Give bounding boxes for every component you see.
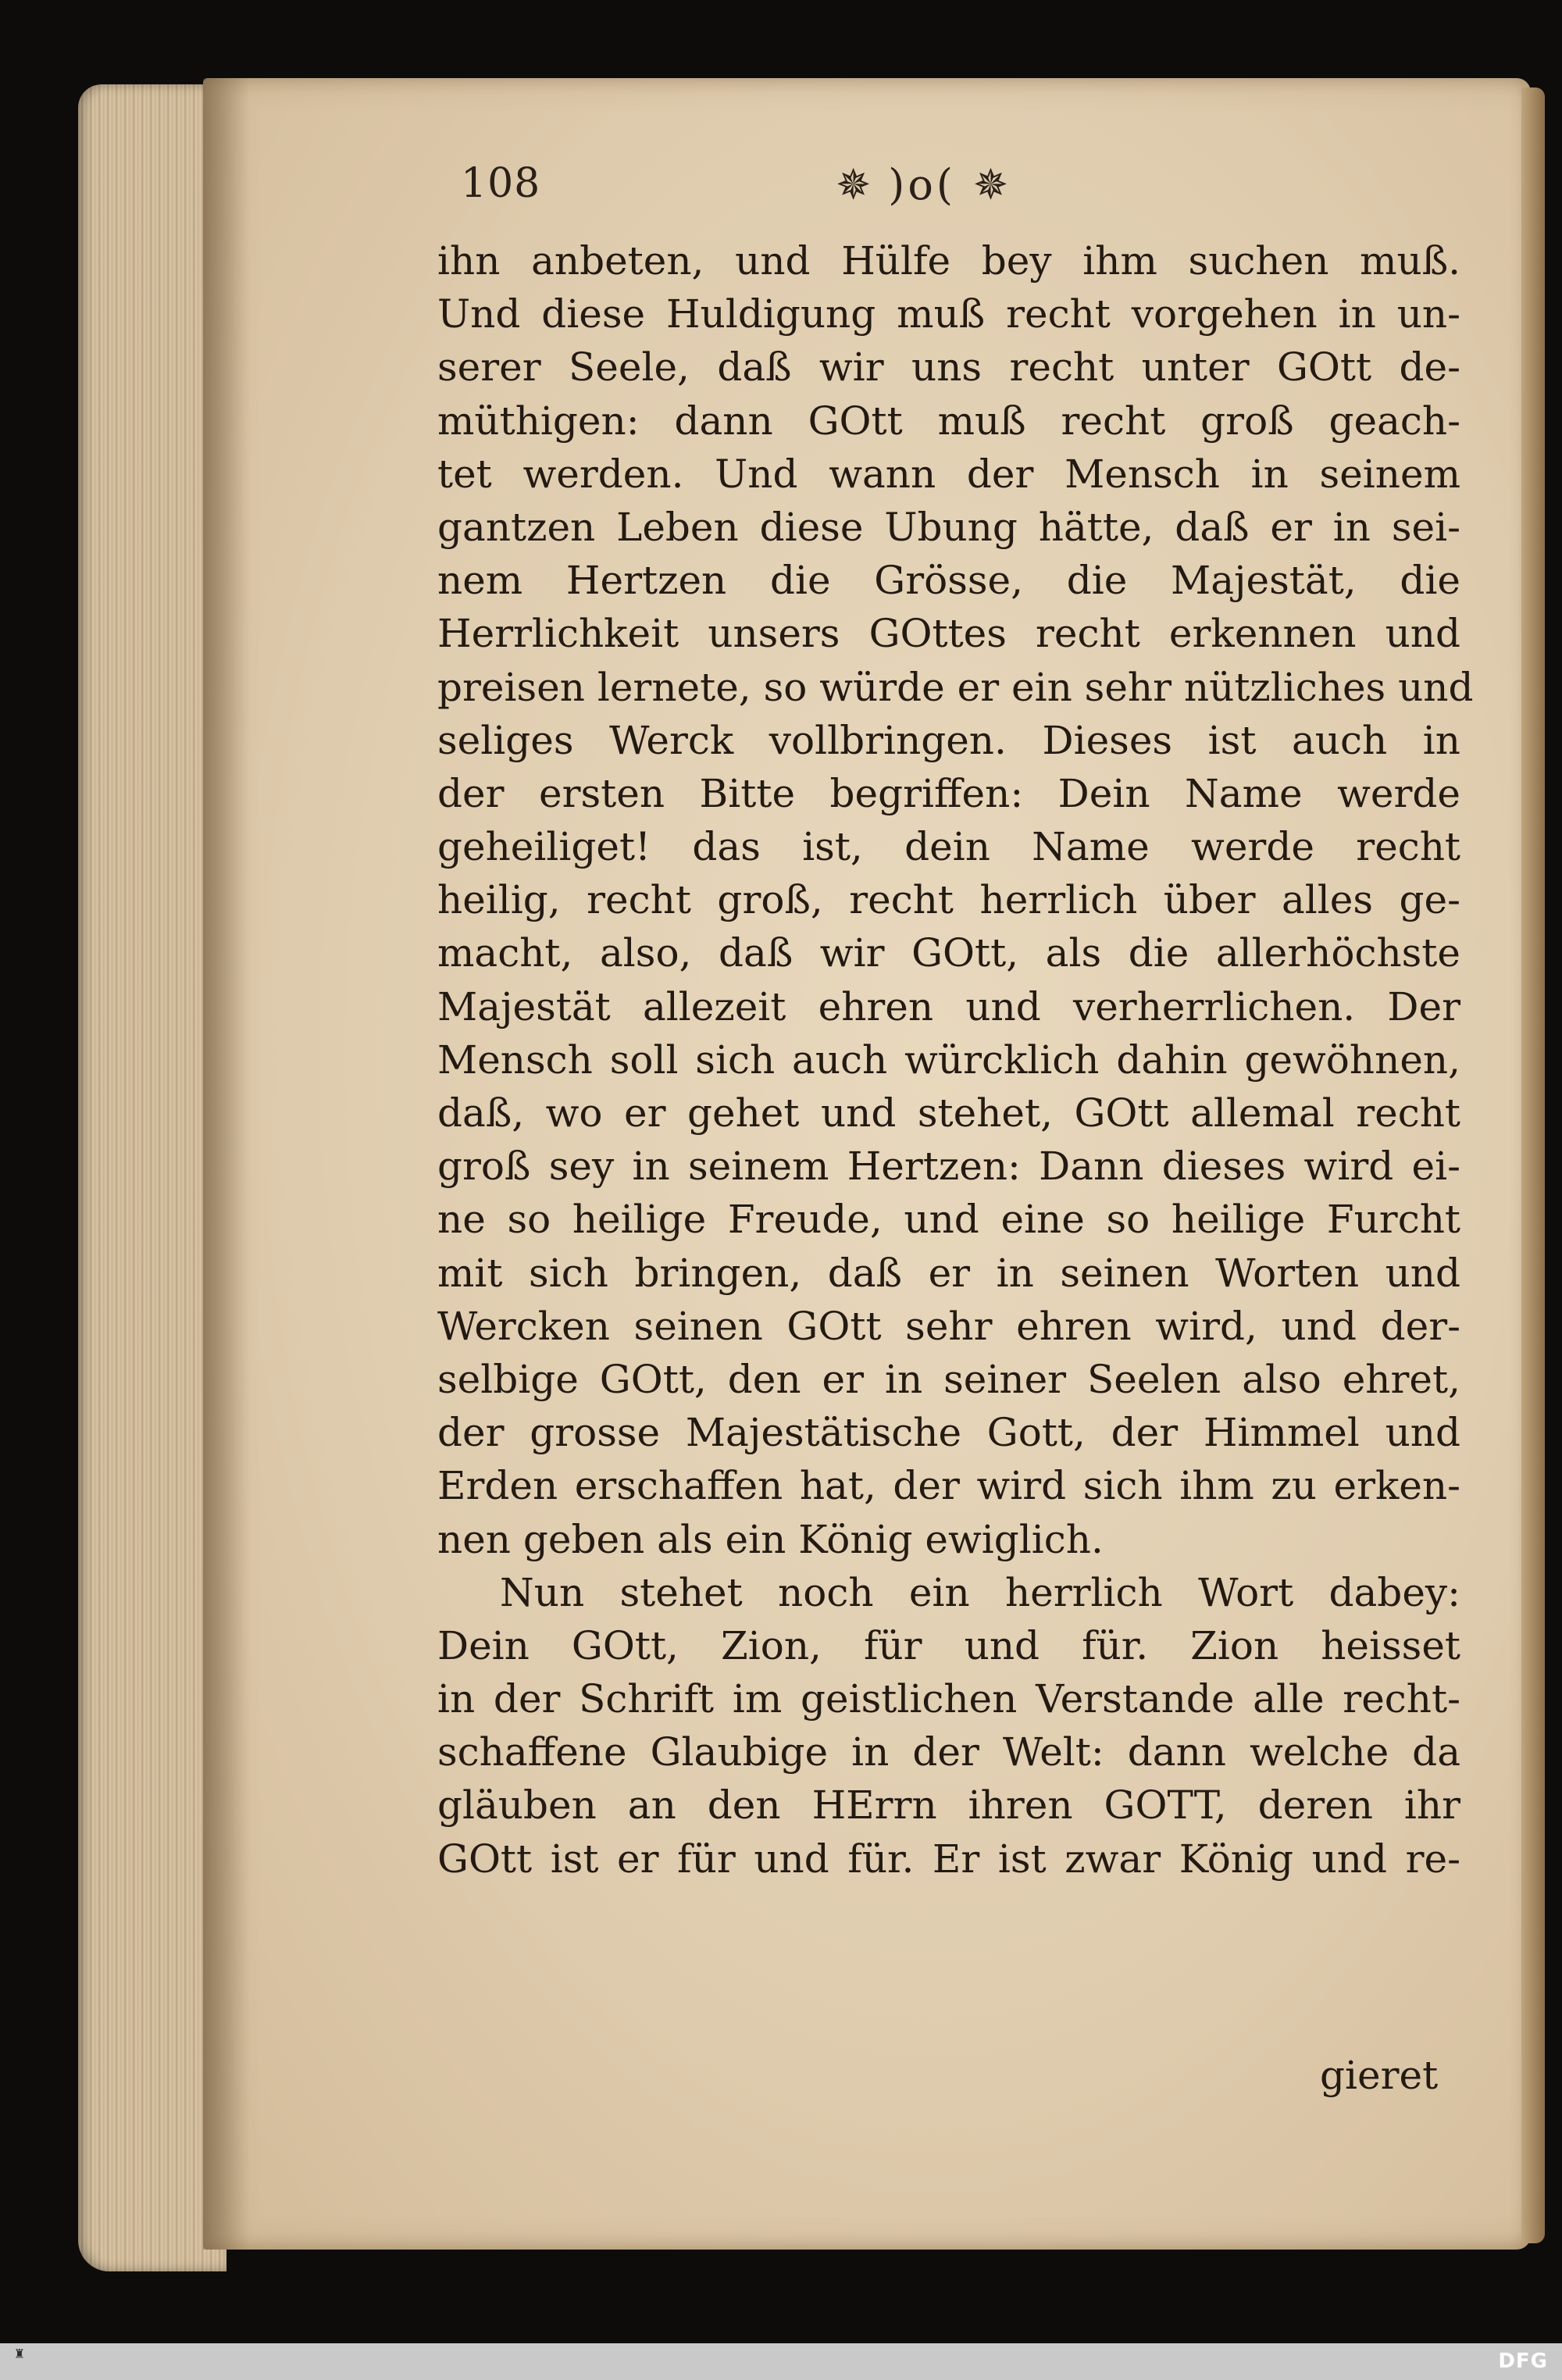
page-body-text [437, 234, 1474, 1886]
text-line: ihn anbeten, und Hülfe bey ihm suchen muß. [437, 238, 1460, 284]
text-line: seliges Werck vollbringen. Dieses ist auch in [437, 717, 1460, 763]
text-line: ne so heilige Freude, und eine so heilige Furcht [437, 1197, 1460, 1243]
text-line: Majestät allezeit ehren und verherrlichen. Der [437, 983, 1460, 1029]
text-line: Mensch soll sich auch würcklich dahin gewöhnen, [437, 1037, 1460, 1083]
text-line: Und diese Huldigung muß recht vorgehen in un- [437, 291, 1460, 337]
text-line: der grosse Majestätische Gott, der Himmel und [437, 1410, 1460, 1456]
text-line: der ersten Bitte begriffen: Dein Name werde [437, 770, 1460, 816]
viewer-footer-bar [0, 2343, 1562, 2380]
text-line: gantzen Leben diese Ubung hätte, daß er in sei- [437, 504, 1460, 550]
flower-ornament-icon: ✵ [972, 159, 1009, 209]
text-line: serer Seele, daß wir uns recht unter GOtt de- [437, 344, 1460, 391]
page-number: 108 [461, 160, 541, 207]
text-line: müthigen: dann GOtt muß recht groß geach- [437, 398, 1460, 444]
text-line: mit sich bringen, daß er in seinen Worten und [437, 1250, 1460, 1296]
text-line: Erden erschaffen hat, der wird sich ihm zu erken- [437, 1463, 1460, 1509]
text-line: Nun stehet noch ein herrlich Wort dabey: [500, 1569, 1460, 1615]
text-line: macht, also, daß wir GOtt, als die allerhöchste [437, 930, 1460, 976]
dfg-logo: DFG [1498, 2350, 1548, 2373]
text-line: daß, wo er gehet und stehet, GOtt allemal recht [437, 1090, 1460, 1136]
text-line: GOtt ist er für und für. Er ist zwar König und re- [437, 1836, 1460, 1882]
text-line: Wercken seinen GOtt sehr ehren wird, und der- [437, 1303, 1460, 1349]
text-line: groß sey in seinem Hertzen: Dann dieses wird ei- [437, 1144, 1460, 1190]
ornament-divider: )o( [888, 160, 956, 209]
text-line: tet werden. Und wann der Mensch in seinem [437, 451, 1460, 497]
text-line: nem Hertzen die Grösse, die Majestät, die [437, 558, 1460, 604]
text-line: gläuben an den HErrn ihren GOTT, deren ihr [437, 1782, 1460, 1829]
text-line: nen geben als ein König ewiglich. [437, 1516, 1104, 1562]
text-line: selbige GOtt, den er in seiner Seelen also ehret, [437, 1356, 1460, 1402]
catchword: gieret [1320, 2053, 1439, 2098]
text-line: preisen lernete, so würde er ein sehr nützliches und [437, 664, 1474, 710]
page-right-edge [1521, 87, 1545, 2243]
text-line: schaffene Glaubige in der Welt: dann welche da [437, 1729, 1460, 1775]
running-header [461, 160, 1476, 223]
text-line: in der Schrift im geistlichen Verstande alle recht- [437, 1676, 1460, 1722]
text-line: geheiliget! das ist, dein Name werde recht [437, 824, 1460, 870]
flower-ornament-icon: ✵ [836, 159, 872, 209]
header-ornament [836, 160, 1008, 209]
library-seal-icon: ♜ [13, 2346, 26, 2361]
text-line: Dein GOtt, Zion, für und für. Zion heisset [437, 1622, 1460, 1668]
text-line: heilig, recht groß, recht herrlich über alles ge- [437, 877, 1460, 923]
text-line: Herrlichkeit unsers GOttes recht erkennen und [437, 611, 1460, 657]
